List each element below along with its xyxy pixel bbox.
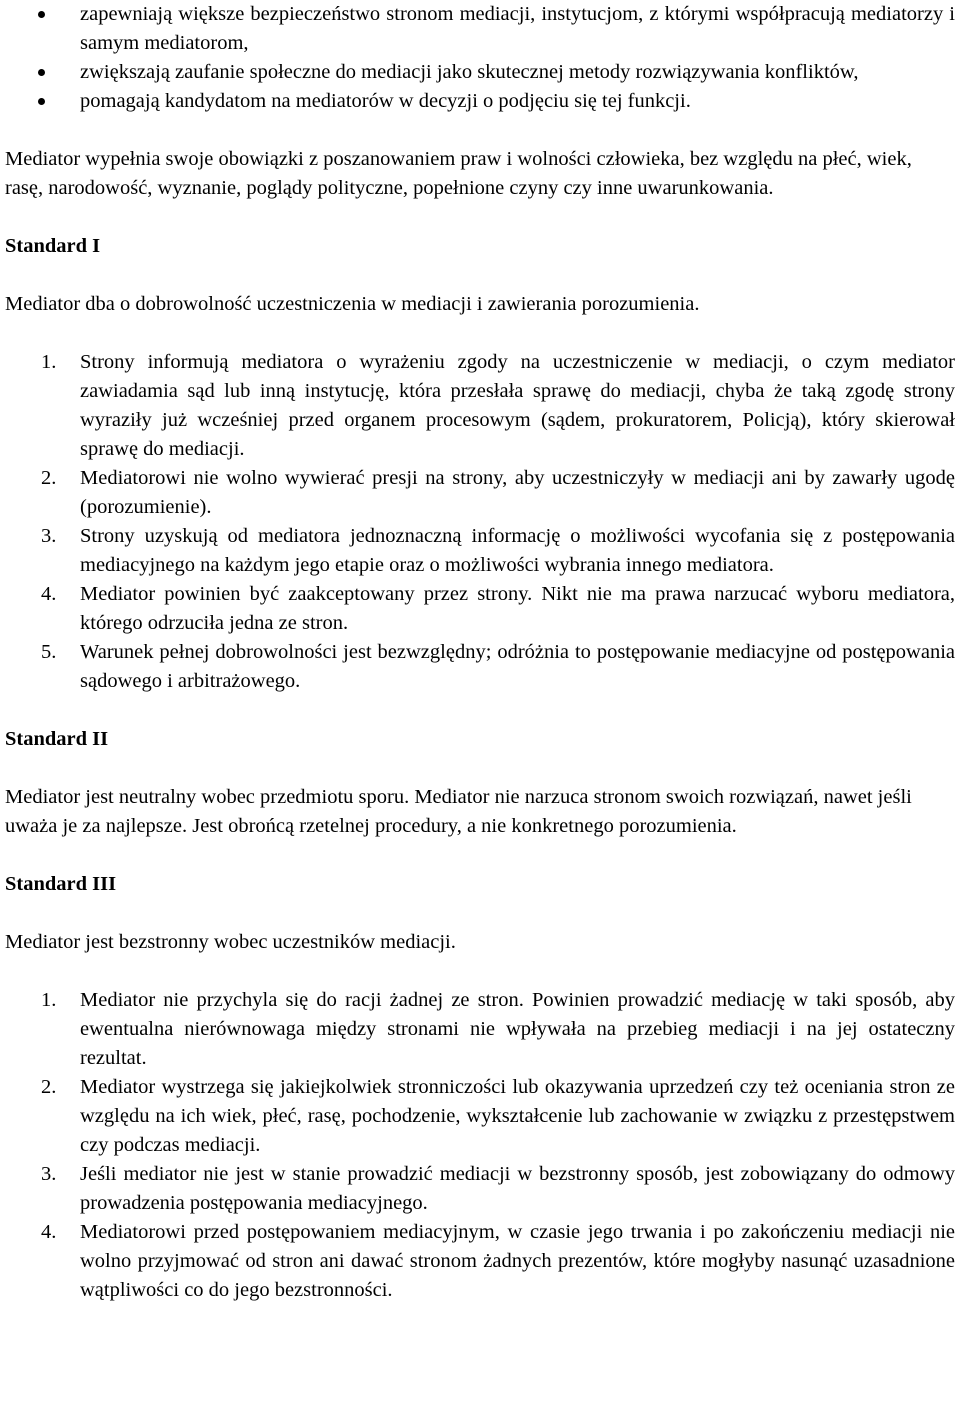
- list-item-text: Mediator powinien być zaakceptowany przez strony. Nikt nie ma prawa narzucać wyboru mediatora, którego odrzuciła jedna ze stron.: [80, 583, 955, 634]
- bullet-item: [5, 0, 955, 58]
- list-number: 2.: [41, 1076, 57, 1098]
- list-number: 4.: [41, 1221, 57, 1243]
- list-item-text: Mediatorowi nie wolno wywierać presji na strony, aby uczestniczyły w mediacji ani by zawarły ugodę (porozumienie).: [80, 467, 955, 518]
- bullet-text: zapewniają większe bezpieczeństwo stronom mediacji, instytucjom, z którymi współpracują mediatorzy i samym mediatorom,: [80, 3, 955, 54]
- list-item: [5, 348, 955, 464]
- bullet-item: [5, 58, 955, 87]
- list-item: [5, 522, 955, 580]
- standard-3-list: [5, 986, 955, 1305]
- list-number: 1.: [41, 351, 57, 373]
- list-item-text: Strony informują mediatora o wyrażeniu zgody na uczestniczenie w mediacji, o czym mediator zawiadamia sąd lub inną instytucję, która przesłała sprawę do mediacji, chyba że taką zgodę strony wyraziły już wcześniej przed organem procesowym (sądem, prokuratorem, Policją), który skierował sprawę do mediacji.: [80, 351, 955, 460]
- list-item-text: Mediator wystrzega się jakiejkolwiek stronniczości lub okazywania uprzedzeń czy też oceniania stron ze względu na ich wiek, płeć, rasę, pochodzenie, wykształcenie lub zachowanie w związku z przestępstwem czy podczas mediacji.: [80, 1076, 955, 1156]
- bullet-item: [5, 87, 955, 116]
- list-number: 1.: [41, 989, 57, 1011]
- standard-3-lead: Mediator jest bezstronny wobec uczestników mediacji.: [5, 931, 456, 953]
- intro-paragraph: Mediator wypełnia swoje obowiązki z poszanowaniem praw i wolności człowieka, bez względu na płeć, wiek, rasę, narodowość, wyznanie, poglądy polityczne, popełnione czyny czy inne uwarunkowania.: [5, 148, 912, 199]
- list-item: [5, 464, 955, 522]
- bullet-dot-icon: [38, 98, 45, 105]
- list-item: [5, 986, 955, 1073]
- list-item-text: Warunek pełnej dobrowolności jest bezwzględny; odróżnia to postępowanie mediacyjne od postępowania sądowego i arbitrażowego.: [80, 641, 955, 692]
- list-number: 2.: [41, 467, 57, 489]
- list-item: [5, 1160, 955, 1218]
- bullet-dot-icon: [38, 11, 45, 18]
- list-item-text: Mediatorowi przed postępowaniem mediacyjnym, w czasie jego trwania i po zakończeniu mediacji nie wolno przyjmować od stron ani dawać stronom żadnych prezentów, które mogłyby nasunąć uzasadnione wątpliwości co do jego bezstronności.: [80, 1221, 955, 1301]
- list-item: [5, 1218, 955, 1305]
- list-item-text: Strony uzyskują od mediatora jednoznaczną informację o możliwości wycofania się z postępowania mediacyjnego na każdym jego etapie oraz o możliwości wybrania innego mediatora.: [80, 525, 955, 576]
- standard-2-heading: Standard II: [5, 728, 109, 750]
- list-number: 5.: [41, 641, 57, 663]
- document-page: [5, 0, 955, 1305]
- bullet-text: pomagają kandydatom na mediatorów w decyzji o podjęciu się tej funkcji.: [80, 90, 691, 112]
- bullet-text: zwiększają zaufanie społeczne do mediacji jako skutecznej metody rozwiązywania konfliktów,: [80, 61, 859, 83]
- standard-2-lead: Mediator jest neutralny wobec przedmiotu sporu. Mediator nie narzuca stronom swoich rozwiązań, nawet jeśli uważa je za najlepsze. Jest obrońcą rzetelnej procedury, a nie konkretnego porozumienia.: [5, 786, 912, 837]
- list-number: 4.: [41, 583, 57, 605]
- list-number: 3.: [41, 1163, 57, 1185]
- standard-1-lead: Mediator dba o dobrowolność uczestniczenia w mediacji i zawierania porozumienia.: [5, 293, 700, 315]
- list-item-text: Mediator nie przychyla się do racji żadnej ze stron. Powinien prowadzić mediację w taki sposób, aby ewentualna nierównowaga między stronami nie wpływała na przebieg mediacji i na jej ostateczny rezultat.: [80, 989, 955, 1069]
- bullet-dot-icon: [38, 69, 45, 76]
- list-item: [5, 638, 955, 696]
- list-number: 3.: [41, 525, 57, 547]
- standard-1-list: [5, 348, 955, 696]
- list-item: [5, 1073, 955, 1160]
- standard-1-heading: Standard I: [5, 235, 101, 257]
- list-item: [5, 580, 955, 638]
- bullet-list: [5, 0, 955, 116]
- standard-3-heading: Standard III: [5, 873, 117, 895]
- list-item-text: Jeśli mediator nie jest w stanie prowadzić mediacji w bezstronny sposób, jest zobowiązany do odmowy prowadzenia postępowania mediacyjnego.: [80, 1163, 955, 1214]
